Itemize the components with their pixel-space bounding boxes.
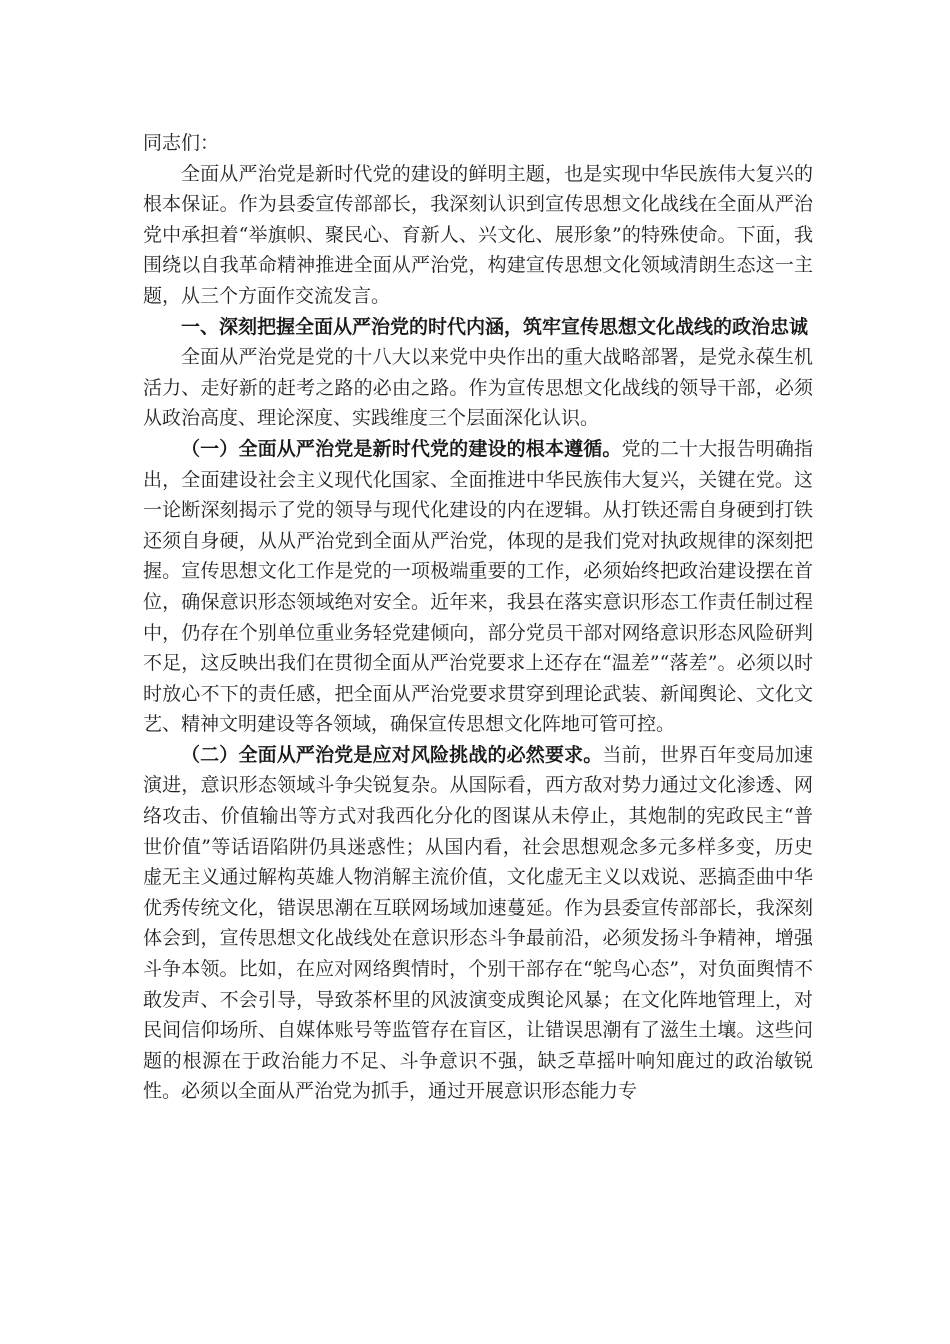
- point-1-body: 党的二十大报告明确指出，全面建设社会主义现代化国家、全面推进中华民族伟大复兴，关键在党。这一论断深刻揭示了党的领导与现代化建设的内在逻辑。从打铁还需自身硬到打铁还须自身硬，从从严治党到全面从严治党，体现的是我们党对执政规律的深刻把握。宣传思想文化工作是党的一项极端重要的工作，必须始终把政治建设摆在首位，确保意识形态领域绝对安全。近年来，我县在落实意识形态工作责任制过程中，仍存在个别单位重业务轻党建倾向，部分党员干部对网络意识形态风险研判不足，这反映出我们在贯彻全面从严治党要求上还存在“温差”“落差”。必须以时时放心不下的责任感，把全面从严治党要求贯穿到理论武装、新闻舆论、文化文艺、精神文明建设等各领域，确保宣传思想文化阵地可管可控。: [143, 437, 813, 736]
- section-1-intro-paragraph: 全面从严治党是党的十八大以来党中央作出的重大战略部署，是党永葆生机活力、走好新的赶考之路的必由之路。作为宣传思想文化战线的领导干部，必须从政治高度、理论深度、实践维度三个层面深化认识。: [143, 346, 813, 430]
- point-2-lead: （二）全面从严治党是应对风险挑战的必然要求。: [181, 743, 603, 766]
- section-1-heading: 一、深刻把握全面从严治党的时代内涵，筑牢宣传思想文化战线的政治忠诚: [181, 315, 809, 338]
- point-1-lead: （一）全面从严治党是新时代党的建设的根本遵循。: [181, 437, 622, 460]
- document-body: [143, 128, 813, 1107]
- intro-paragraph: 全面从严治党是新时代党的建设的鲜明主题，也是实现中华民族伟大复兴的根本保证。作为县委宣传部部长，我深刻认识到宣传思想文化战线在全面从严治党中承担着“举旗帜、聚民心、育新人、兴文化、展形象”的特殊使命。下面，我围绕以自我革命精神推进全面从严治党，构建宣传思想文化领域清朗生态这一主题，从三个方面作交流发言。: [143, 162, 813, 307]
- point-2-body: 当前，世界百年变局加速演进，意识形态领域斗争尖锐复杂。从国际看，西方敌对势力通过文化渗透、网络攻击、价值输出等方式对我西化分化的图谋从未停止，其炮制的宪政民主“普世价值”等话语陷阱仍具迷惑性；从国内看，社会思想观念多元多样多变，历史虚无主义通过解构英雄人物消解主流价值，文化虚无主义以戏说、恶搞歪曲中华优秀传统文化，错误思潮在互联网场域加速蔓延。作为县委宣传部部长，我深刻体会到，宣传思想文化战线处在意识形态斗争最前沿，必须发扬斗争精神，增强斗争本领。比如，在应对网络舆情时，个别干部存在“鸵鸟心态”，对负面舆情不敢发声、不会引导，导致茶杯里的风波演变成舆论风暴；在文化阵地管理上，对民间信仰场所、自媒体账号等监管存在盲区，让错误思潮有了滋生土壤。这些问题的根源在于政治能力不足、斗争意识不强，缺乏草摇叶响知鹿过的政治敏锐性。必须以全面从严治党为抓手，通过开展意识形态能力专: [143, 743, 813, 1103]
- point-2-paragraph: [143, 740, 813, 1107]
- point-1-paragraph: [143, 434, 813, 740]
- salutation: 同志们：: [143, 132, 220, 154]
